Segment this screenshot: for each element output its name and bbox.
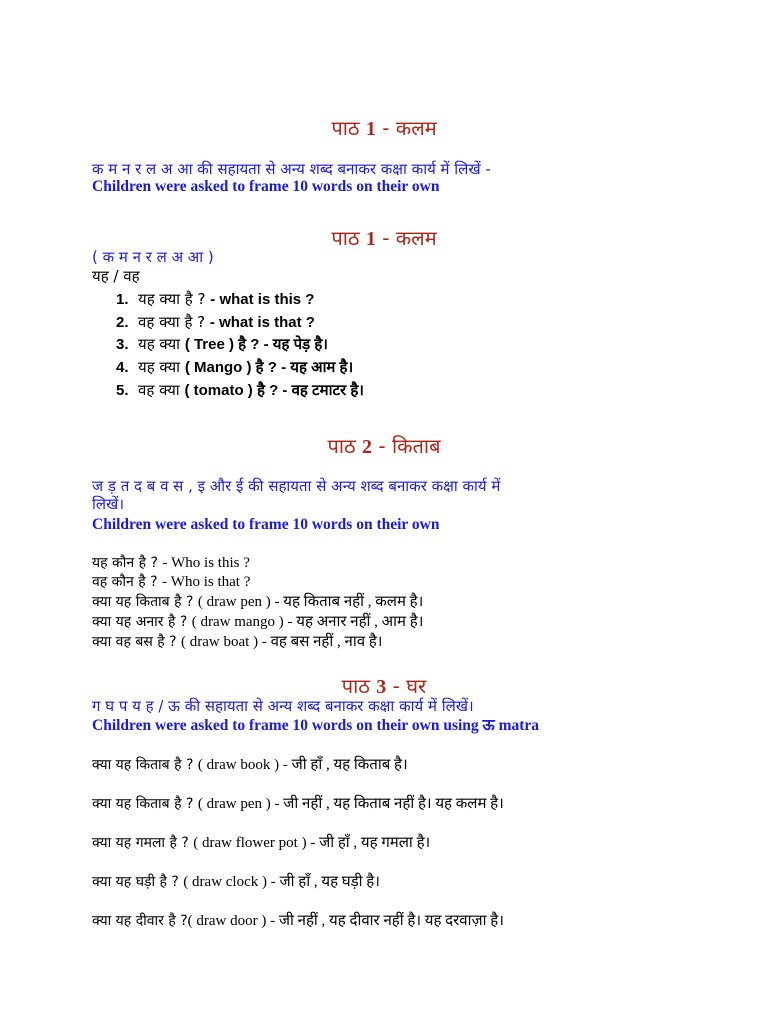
lesson1b-letters: ( क म न र ल अ आ )	[92, 248, 214, 266]
heading-hindi: पाठ	[341, 674, 377, 698]
lesson3-line: क्या यह घड़ी है ? ( draw clock ) - जी हाँ , यह घड़ी है।	[92, 874, 380, 890]
heading-hindi: पाठ	[327, 434, 363, 458]
heading-title: - कलम	[375, 116, 437, 140]
list-item: 5. वह क्या ( tomato ) है ? - वह टमाटर है।	[116, 381, 364, 399]
heading-number: 2	[362, 436, 373, 458]
lesson2-line: वह कौन है ? - Who is that ?	[92, 574, 251, 590]
lesson2-instruction: ज ड़ त द ब व स , इ और ई की सहायता से अन्य शब्द बनाकर कक्षा कार्य में	[92, 477, 501, 495]
lesson1b-subtitle: यह / वह	[92, 267, 140, 285]
lesson2-line: यह कौन है ? - Who is this ?	[92, 555, 250, 571]
list-item: 4. यह क्या ( Mango ) है ? - यह आम है।	[116, 358, 354, 376]
lesson2-heading	[0, 432, 768, 459]
lesson2-note: Children were asked to frame 10 words on their own	[92, 516, 440, 533]
heading-title: - घर	[386, 674, 427, 698]
heading-hindi: पाठ	[331, 116, 366, 140]
heading-title: - कलम	[375, 226, 437, 250]
lesson2-line: क्या यह किताब है ? ( draw pen ) - यह किताब नहीं , कलम है।	[92, 594, 424, 610]
heading-number: 1	[365, 118, 376, 140]
lesson3-instruction: ग घ प य ह / ऊ की सहायता से अन्य शब्द बनाकर कक्षा कार्य में लिखें।	[92, 697, 474, 715]
lesson3-note: Children were asked to frame 10 words on their own using ऊ matra	[92, 717, 540, 734]
heading-number: 3	[376, 676, 387, 698]
lesson2-line: क्या यह अनार है ? ( draw mango ) - यह अनार नहीं , आम है।	[92, 614, 424, 630]
lesson1a-instruction: क म न र ल अ आ की सहायता से अन्य शब्द बनाकर कक्षा कार्य में लिखें -	[92, 160, 491, 178]
heading-title: - किताब	[372, 434, 441, 458]
list-item: 1. यह क्या है ? - what is this ?	[116, 290, 315, 308]
lesson1b-heading	[0, 224, 768, 251]
lesson1a-note: Children were asked to frame 10 words on their own	[92, 178, 440, 195]
list-item: 3. यह क्या ( Tree ) है ? - यह पेड़ है।	[116, 335, 328, 353]
lesson3-line: क्या यह किताब है ? ( draw pen ) - जी नहीं , यह किताब नहीं है। यह कलम है।	[92, 796, 504, 812]
lesson2-line: क्या वह बस है ? ( draw boat ) - वह बस नहीं , नाव है।	[92, 634, 383, 650]
lesson3-line: क्या यह गमला है ? ( draw flower pot ) - जी हाँ , यह गमला है।	[92, 835, 431, 851]
lesson3-line: क्या यह किताब है ? ( draw book ) - जी हाँ , यह किताब है।	[92, 757, 408, 773]
lesson1a-heading	[0, 114, 768, 141]
lesson3-line: क्या यह दीवार है ?( draw door ) - जी नहीं , यह दीवार नहीं है। यह दरवाज़ा है।	[92, 913, 504, 929]
list-item: 2. वह क्या है ? - what is that ?	[116, 313, 315, 331]
lesson3-heading	[0, 672, 768, 699]
heading-hindi: पाठ	[331, 226, 366, 250]
lesson2-instruction-cont: लिखें।	[92, 495, 125, 513]
heading-number: 1	[365, 228, 376, 250]
